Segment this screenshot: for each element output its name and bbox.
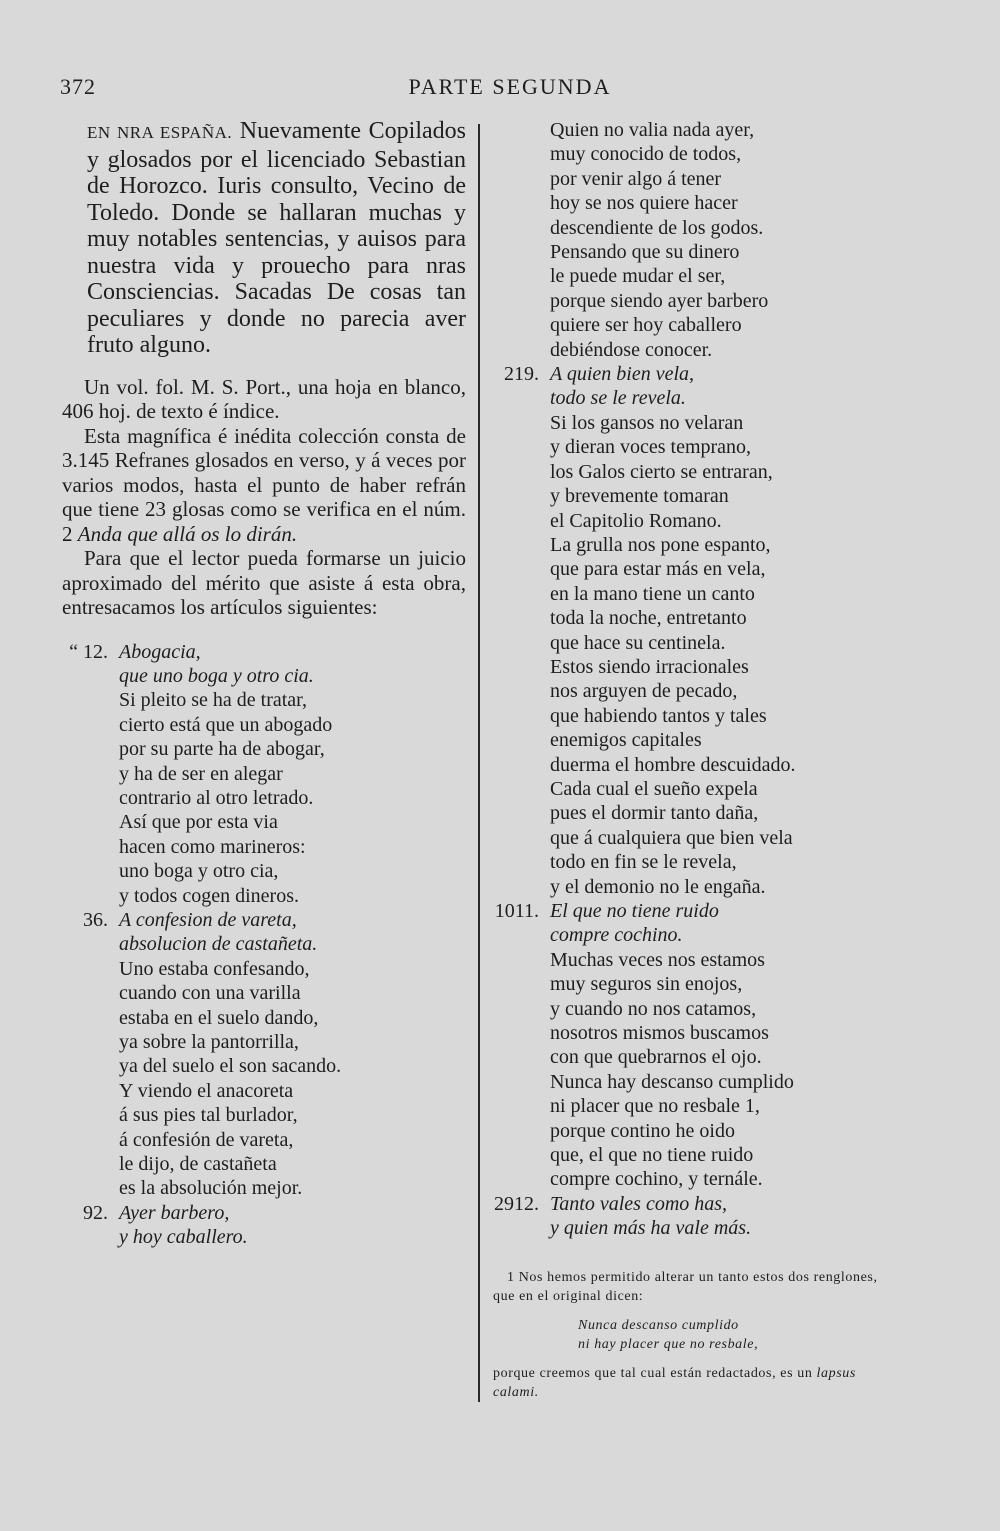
proverb-number: 219. [504,363,539,386]
gloss-verse: que, el que no tiene ruido [550,1144,754,1167]
gloss-verse: á confesión de vareta, [119,1128,294,1151]
gloss-verse: y ha de ser en alegar [119,762,283,785]
gloss-verse: le dijo, de castañeta [119,1153,277,1176]
gloss-verse: cuando con una varilla [119,982,301,1005]
gloss-verse: cierto está que un abogado [119,713,333,736]
left-proverb-list [62,640,466,1250]
footnote-conclusion [493,1364,903,1402]
gloss-verse: muy conocido de todos, [550,143,742,166]
gloss-verse: debiéndose conocer. [550,338,713,361]
proverb-continuation [493,118,873,362]
gloss-verse: que á cualquiera que bien vela [550,826,793,849]
gloss-verse: todo en fin se le revela, [550,851,737,874]
gloss-verse: Quien no valia nada ayer, [550,119,755,141]
gloss-verse: muy seguros sin enojos, [550,973,743,996]
description [62,375,466,620]
right-proverb-list [493,118,873,1241]
gloss-verse: y dieran voces temprano, [550,436,752,459]
proverb-entry [62,908,466,1201]
gloss-verse: ya sobre la pantorrilla, [119,1031,299,1053]
proverb-entry [493,899,873,1192]
description-paragraph: Para que el lector pueda formarse un juicio aproximado del mérito que asiste á esta obra, entresacamos los artículos siguientes: [62,546,466,619]
proverb-entry [62,640,466,908]
proverb-title-line: Abogacia, [119,640,201,663]
footnote [493,1268,903,1402]
footnote-latin-phrase: lapsus calami. [493,1366,856,1400]
proverb-title-line: Ayer barbero, [119,1201,230,1224]
proverb-title-line: absolucion de castañeta. [119,933,318,956]
gloss-verse: los Galos cierto se entraran, [550,460,773,483]
gloss-verse: es la absolución mejor. [119,1177,303,1200]
gloss-verse: en la mano tiene un canto [550,582,755,605]
proverb-title-line: A quien bien vela, [550,363,695,386]
proverb-title-line: compre cochino. [550,924,683,947]
gloss-verse: porque siendo ayer barbero [550,289,769,312]
proverb-entry [493,1192,873,1241]
running-title: PARTE SEGUNDA [408,74,612,99]
gloss-verse: nosotros mismos buscamos [550,1022,769,1045]
book-title-rest: Nuevamente Copilados y glosados por el licenciado Sebastian de Horozco. Iuris consulto, Vecino de Toledo. Donde se hallaran muchas y muy notables sentencias, y auisos para nuestra vida y prouecho para nras Consciencias. Sacadas De cosas tan peculiares y donde no parecia aver fruto alguno. [87,118,466,358]
description-paragraph: Un vol. fol. M. S. Port., una hoja en blanco, 406 hoj. de texto é índice. [62,374,466,423]
gloss-verse: pues el dormir tanto daña, [550,802,759,825]
gloss-verse: hoy se nos quiere hacer [550,192,738,215]
gloss-verse: Cada cual el sueño expela [550,777,758,800]
gloss-verse: y el demonio no le engaña. [550,875,766,898]
proverb-number: “ 12. [69,640,108,663]
description-paragraph [62,424,466,547]
proverb-title-line: El que no tiene ruido [550,900,719,922]
gloss-verse: Uno estaba confesando, [119,957,310,980]
proverb-number: 1011. [494,900,539,922]
left-column [62,118,466,1250]
proverb-entry [493,362,873,899]
footnote-gap [493,1306,903,1316]
gloss-verse: el Capitolio Romano. [550,509,722,532]
gloss-verse: contrario al otro letrado. [119,786,314,809]
gloss-verse: uno boga y otro cia, [119,860,279,883]
gloss-verse: que hace su centinela. [550,631,726,654]
footnote-intro: 1 Nos hemos permitido alterar un tanto estos dos renglones, que en el original dicen: [493,1270,878,1304]
gloss-verse: Así que por esta via [119,811,278,834]
gloss-verse: hacen como marineros: [119,835,306,858]
gloss-verse: Si pleito se ha de tratar, [119,689,308,712]
gloss-verse: por su parte ha de abogar, [119,738,325,761]
description-text: Esta magnífica é inédita colección consta de 3.145 Refranes glosados en verso, y á veces por varios modos, hasta el punto de haber refrán que tiene 23 glosas como se verifica en el núm. 2 [62,423,466,546]
gloss-verse: por venir algo á tener [550,167,722,190]
proverb-number: 36. [83,908,108,931]
book-title [62,118,466,359]
gloss-verse: con que quebrarnos el ojo. [550,1046,762,1069]
footnote-quote-line: ni hay placer que no resbale, [578,1337,759,1352]
footnote-conclusion-text: porque creemos que tal cual están redactados, es un [493,1366,817,1381]
page-header [0,74,1000,108]
gloss-verse: Muchas veces nos estamos [550,948,765,971]
gloss-verse: duerma el hombre descuidado. [550,753,796,776]
gloss-verse: y cuando no nos catamos, [550,997,757,1020]
proverb-title-line: y quien más ha vale más. [550,1217,752,1240]
page-number: 372 [60,74,96,99]
gloss-verse: le puede mudar el ser, [550,265,726,288]
gloss-verse: porque contino he oido [550,1119,735,1142]
right-proverb-entries [493,362,873,1241]
proverb-title-line: y hoy caballero. [119,1226,248,1249]
footnote-gap [493,1354,903,1364]
gloss-verse: Pensando que su dinero [550,241,740,264]
proverb-number: 2912. [494,1192,539,1215]
proverb-title-line: todo se le revela. [550,387,686,410]
footnote-quote-line: Nunca descanso cumplido [578,1318,739,1333]
gloss-verse: nos arguyen de pecado, [550,680,738,703]
column-divider [478,124,480,1402]
gloss-verse: estaba en el suelo dando, [119,1006,319,1029]
gloss-verse: Si los gansos no velaran [550,411,744,434]
gloss-verse: quiere ser hoy caballero [550,314,742,337]
proverb-title-line: Tanto vales como has, [550,1192,728,1215]
gloss-verse: Nunca hay descanso cumplido [550,1070,794,1093]
proverb-title-line: A confesion de vareta, [119,908,297,931]
proverb-title-line: que uno boga y otro cia. [119,664,314,687]
gloss-verse: que habiendo tantos y tales [550,704,767,727]
proverb-entry [62,1201,466,1250]
gloss-verse: y todos cogen dineros. [119,884,299,907]
gloss-verse: La grulla nos pone espanto, [550,533,771,556]
gloss-verse: descendiente de los godos. [550,216,764,239]
gloss-verse: á sus pies tal burlador, [119,1104,298,1127]
gloss-verse: Estos siendo irracionales [550,655,749,678]
gloss-verse: Y viendo el anacoreta [119,1079,294,1102]
gloss-verse: ni placer que no resbale 1, [550,1095,760,1118]
gloss-verse: y brevemente tomaran [550,485,729,508]
right-column [493,118,873,1241]
proverb-number: 92. [83,1201,108,1224]
gloss-verse: compre cochino, y ternále. [550,1168,763,1191]
gloss-verse: que para estar más en vela, [550,558,766,581]
gloss-verse: toda la noche, entretanto [550,607,747,630]
gloss-verse: ya del suelo el son sacando. [119,1055,342,1078]
example-proverb: Anda que allá os lo dirán. [77,521,298,546]
gloss-verse: enemigos capitales [550,729,702,752]
book-title-lead: EN NRA ESPAÑA. [87,123,233,142]
